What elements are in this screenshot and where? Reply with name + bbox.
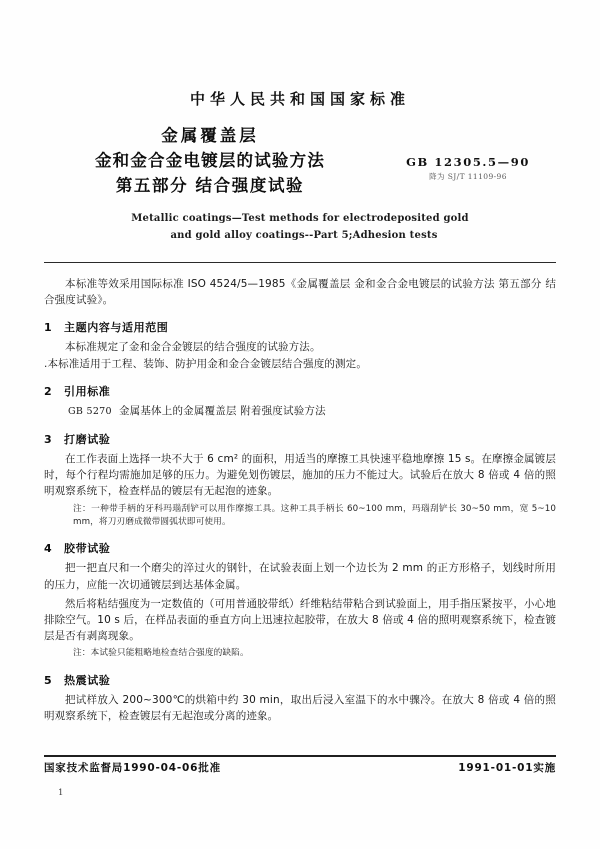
section-5-paragraph-1: 把试样放入 200~300℃的烘箱中约 30 min，取出后浸入室温下的水中骤冷。在放大 8 倍或 4 倍的照明观察系统下，检查镀层有无起泡或分离的迹象。 <box>44 693 556 723</box>
normative-reference <box>44 403 556 420</box>
english-title <box>0 210 600 244</box>
approval-statement: 国家技术监督局1990-04-06批准 <box>44 762 221 774</box>
document-header <box>0 88 600 109</box>
section-4-note-text: 本试验只能粗略地检查结合强度的缺陷。 <box>90 648 249 659</box>
section-4-note <box>44 647 556 660</box>
standard-replacement-note: 降为 SJ/T 11109-96 <box>429 172 507 181</box>
reference-code: GB 5270 <box>68 405 112 417</box>
english-title-line-1: Metallic coatings—Test methods for electrodeposited gold <box>131 213 469 224</box>
intro-paragraph: 本标准等效采用国际标准 ISO 4524/5—1985《金属覆盖层 金和金合金电镀层的试验方法 第五部分 结合强度试验》。 <box>44 278 556 307</box>
page-number: 1 <box>58 788 64 798</box>
document-body <box>44 276 556 724</box>
section-3-note-label: 注： <box>73 503 92 514</box>
section-3-note <box>44 503 556 530</box>
section-heading-4 <box>44 540 556 556</box>
section-3-paragraph-1: 在工作表面上选择一块不大于 6 cm² 的面积，用适当的摩擦工具快速平稳地摩擦 15 s。在摩擦金属镀层时，每个行程均需施加足够的压力。为避免划伤镀层，施加的压力不能过大。试验后在放大 8 倍或 4 倍的照明观察系统下，检查样品的镀层有无起泡的迹象。 <box>44 453 556 498</box>
document-footer <box>44 760 556 780</box>
section-3-note-text: 一种带手柄的牙科玛瑙刮铲可以用作摩擦工具。这种工具手柄长 60~100 mm，玛瑙刮铲长 30~50 mm，宽 5~10 mm，将刀刃磨成微带圆弧状即可使用。 <box>73 503 556 528</box>
section-number-2: 2 <box>44 384 53 398</box>
section-title-1: 主题内容与适用范围 <box>64 321 169 335</box>
reference-title: 金属基体上的金属覆盖层 附着强度试验方法 <box>118 404 326 417</box>
section-title-5: 热震试验 <box>64 673 111 687</box>
section-1-paragraph-2: .本标准适用于工程、装饰、防护用金和金合金镀层结合强度的测定。 <box>44 357 367 370</box>
section-4-paragraph-1: 把一把直尺和一个磨尖的淬过火的钢针，在试验表面上划一个边长为 2 mm 的正方形格子，划线时所用的压力，应能一次切通镀层到达基体金属。 <box>44 562 556 591</box>
standard-code-block <box>378 155 558 182</box>
title-line-2: 金和金合金电镀层的试验方法 <box>94 151 326 170</box>
section-title-3: 打磨试验 <box>64 433 111 447</box>
section-4-note-label: 注： <box>73 648 91 659</box>
implementation-date: 1991-01-01实施 <box>458 762 556 774</box>
footer-divider <box>44 755 556 757</box>
section-heading-3 <box>44 431 556 447</box>
english-title-line-2: and gold alloy coatings--Part 5;Adhesion tests <box>170 230 438 241</box>
section-1-paragraph-1: 本标准规定了金和金合金镀层的结合强度的试验方法。 <box>65 341 321 354</box>
title-line-1: 金属覆盖层 <box>161 126 259 145</box>
standard-number: GB 12305.5—90 <box>406 155 530 169</box>
section-number-1: 1 <box>44 321 53 335</box>
section-number-3: 3 <box>44 433 53 447</box>
section-4-paragraph-2: 然后将粘结强度为一定数值的（可用普通胶带纸）纤维粘结带粘合到试验面上，用手指压紧按平，小心地排除空气。10 s 后，在样品表面的垂直方向上迅速拉起胶带，在放大 8 倍或 4 倍的照明观察系统下，检查镀层是否有剥离现象。 <box>44 597 556 643</box>
section-number-4: 4 <box>44 542 53 556</box>
section-heading-2 <box>44 383 556 399</box>
section-heading-1 <box>44 319 556 335</box>
title-line-3: 第五部分 结合强度试验 <box>115 176 305 195</box>
header-divider <box>44 262 556 263</box>
section-title-4: 胶带试验 <box>64 542 111 556</box>
section-number-5: 5 <box>44 673 53 687</box>
issuing-authority-line: 中华人民共和国国家标准 <box>189 90 410 108</box>
section-heading-5 <box>44 672 556 688</box>
document-title <box>60 123 360 198</box>
section-title-2: 引用标准 <box>64 384 111 398</box>
